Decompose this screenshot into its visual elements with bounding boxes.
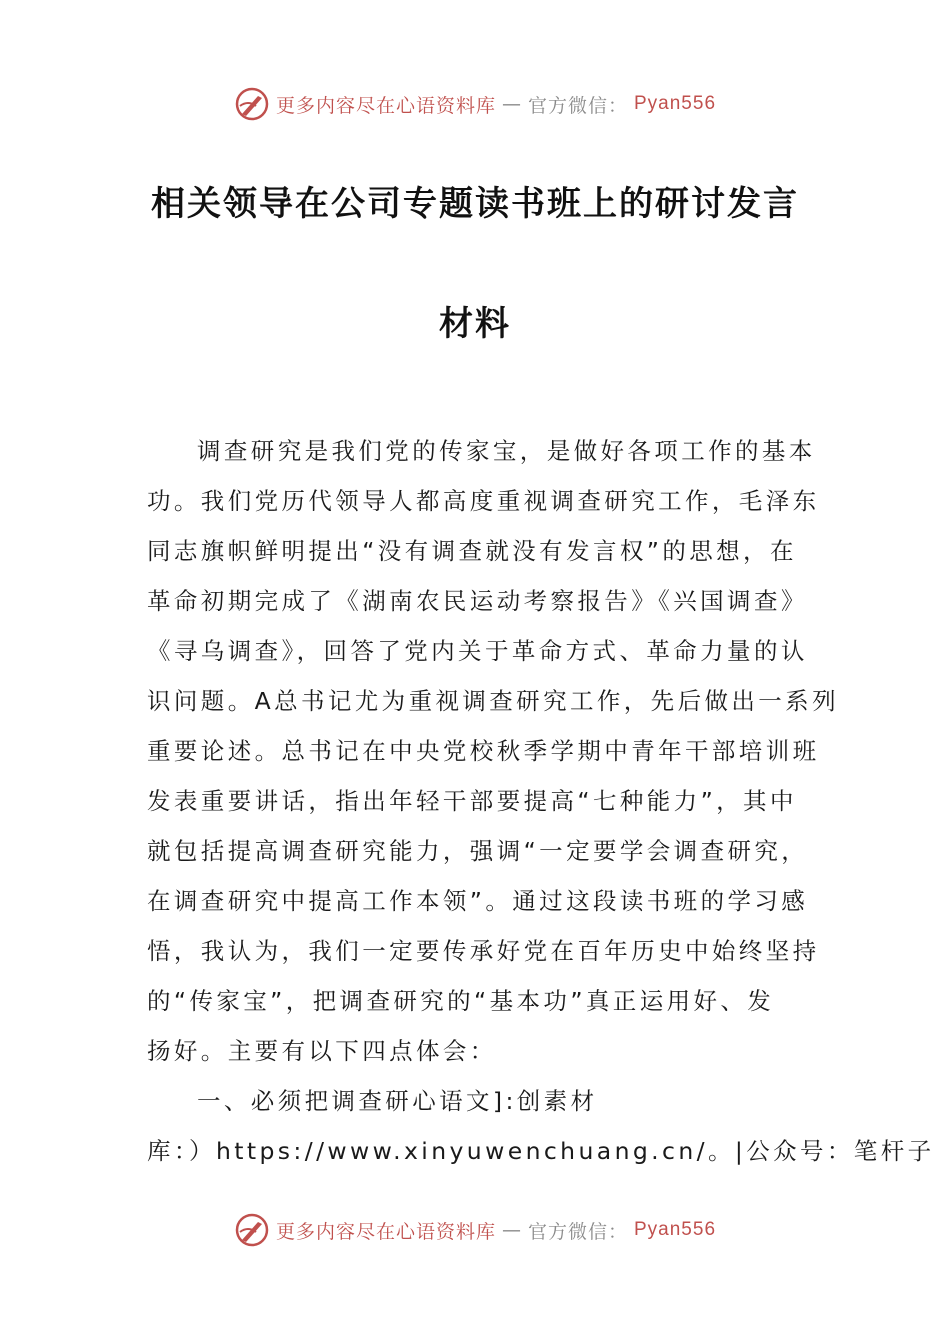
pen-logo-icon [234,1212,270,1248]
watermark-wechat-label: 官方微信： [527,1220,628,1243]
watermark-dash: — [501,93,522,115]
watermark-site-name: 更多内容尽在心语资料库 [275,1220,496,1243]
header-watermark [0,86,950,122]
body-line: 功。我们党历代领导人都高度重视调查研究工作，毛泽东 [147,487,820,515]
body-line: 就包括提高调查研究能力，强调“一定要学会调查研究， [147,837,809,865]
body-line: 扬好。主要有以下四点体会： [147,1037,497,1065]
document-body [147,426,935,1176]
document-title-line-1: 相关领导在公司专题读书班上的研讨发言 [151,184,799,224]
body-line: 调查研究是我们党的传家宝，是做好各项工作的基本 [197,437,816,465]
document-title-line-2: 材料 [439,304,511,344]
watermark-wechat-id: Pyan556 [634,93,717,114]
section-heading-line: 一、必须把调查研心语文]:创素材 [197,1087,598,1115]
body-line: 《寻乌调查》，回答了党内关于革命方式、革命力量的认 [147,637,808,665]
watermark-site-name: 更多内容尽在心语资料库 [275,94,496,117]
body-line: 重要论述。总书记在中央党校秋季学期中青年干部培训班 [147,737,820,765]
body-line: 库：）https://www.xinyuwenchuang.cn/。|公众号：笔杆子 [147,1137,935,1165]
watermark-wechat-label: 官方微信： [527,94,628,117]
body-line: 同志旗帜鲜明提出“没有调查就没有发言权”的思想，在 [147,537,797,565]
body-line: 发表重要讲话，指出年轻干部要提高“七种能力”，其中 [147,787,797,815]
watermark-dash: — [501,1219,522,1241]
footer-watermark [0,1212,950,1248]
body-line: 识问题。A总书记尤为重视调查研究工作，先后做出一系列 [147,687,839,715]
body-line: 革命初期完成了《湖南农民运动考察报告》《兴国调查》 [147,587,808,615]
pen-logo-icon [234,86,270,122]
body-line: 的“传家宝”，把调查研究的“基本功”真正运用好、发 [147,987,775,1015]
body-line: 在调查研究中提高工作本领”。通过这段读书班的学习感 [147,887,809,915]
watermark-wechat-id: Pyan556 [634,1219,717,1240]
body-line: 悟，我认为，我们一定要传承好党在百年历史中始终坚持 [147,937,820,965]
